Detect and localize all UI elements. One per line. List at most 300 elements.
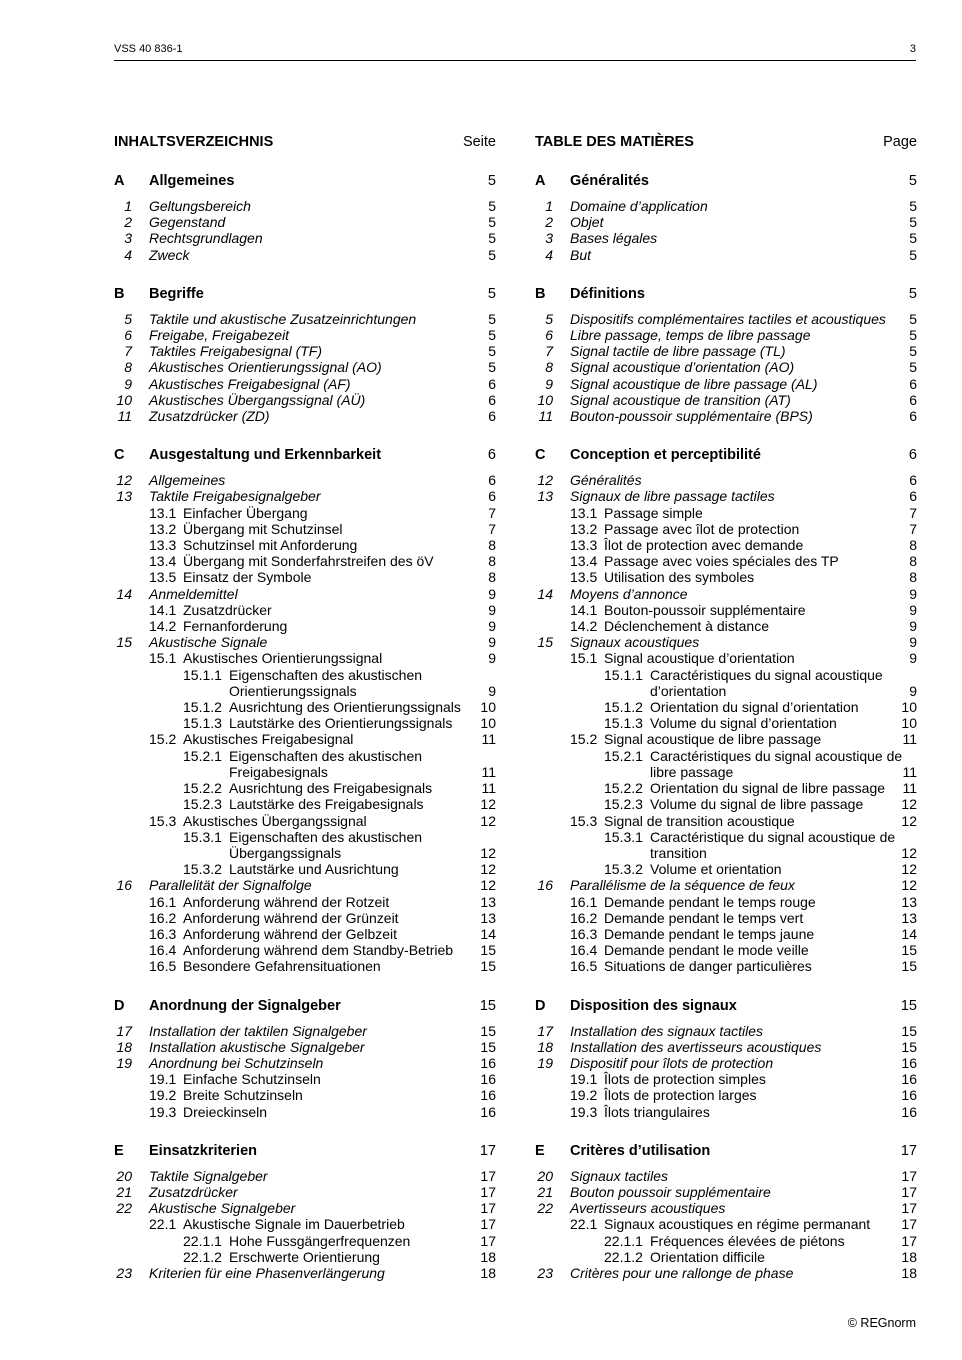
entry-title: Kriterien für eine Phasenverlängerung [149,1264,385,1281]
toc-entry[interactable] [114,958,496,974]
entry-number: 22 [537,1200,553,1217]
toc-entry[interactable] [535,602,917,618]
entry-number: 9 [545,375,553,392]
toc-entry[interactable] [114,488,496,504]
entry-number: 8 [124,359,132,376]
toc-entry[interactable] [535,1184,917,1200]
entry-number: 9 [124,375,132,392]
toc-entry[interactable] [114,1104,496,1120]
entry-page: 18 [901,1264,917,1281]
entry-number: 15.2.3 [604,796,643,813]
toc-entry[interactable] [114,650,496,666]
toc-entry[interactable] [535,861,917,877]
toc-entry[interactable] [535,731,917,747]
entry-title: Übergang mit Schutzinsel [183,520,343,537]
toc-entry[interactable] [114,715,496,731]
section-title: Disposition des signaux [570,997,737,1014]
entry-title: Déclenchement à distance [604,618,769,635]
entry-title: Anforderung während der Grünzeit [183,909,399,926]
entry-page: 12 [480,796,496,813]
toc-entry[interactable] [114,472,496,488]
entry-page: 13 [901,909,917,926]
entry-title: Einsatz der Symbole [183,569,312,586]
entry-number: 16.5 [149,958,177,975]
entry-number: 15.1.1 [183,666,222,683]
entry-title: Fréquences élevées de piétons [650,1232,845,1249]
entry-number: 14 [116,585,132,602]
toc-entry[interactable] [114,392,496,408]
entry-title: Eigenschaften des akustischen Freigabesignals [229,747,423,780]
toc-entry[interactable] [535,505,917,521]
entry-title: Orientation du signal d’orientation [650,699,859,716]
entry-page: 5 [909,246,917,263]
entry-number: 15.3.2 [604,861,643,878]
toc-entry[interactable] [535,214,917,230]
entry-title: Parallélisme de la séquence de feux [570,877,795,894]
entry-title: Passage simple [604,504,703,521]
entry-number: 23 [116,1264,132,1281]
entry-title: Signal acoustique d’orientation (AO) [570,359,795,376]
toc-entry[interactable] [114,1023,496,1039]
entry-page: 6 [909,391,917,408]
entry-title: Installation des signaux tactiles [570,1022,763,1039]
entry-number: 2 [545,214,553,231]
toc-entry[interactable] [535,1039,917,1055]
entry-title: Bouton-poussoir supplémentaire (BPS) [570,408,813,425]
page-column-label: Page [883,134,917,150]
toc-entry[interactable] [114,1168,496,1184]
toc-entry[interactable] [114,813,496,829]
section-heading[interactable] [535,286,917,305]
entry-number: 10 [537,391,553,408]
section-heading[interactable] [114,447,496,466]
entry-page: 10 [901,699,917,716]
entry-title: Taktiles Freigabesignal (TF) [149,343,322,360]
entry-number: 15.3 [149,812,177,829]
section-letter: C [535,447,546,464]
entry-title: Akustisches Übergangssignal [183,812,367,829]
toc-entry[interactable] [114,537,496,553]
entry-page: 18 [480,1248,496,1265]
section-page: 5 [487,285,496,302]
toc-entry[interactable] [535,1087,917,1103]
entry-number: 15.2.2 [183,780,222,797]
toc-entry[interactable] [535,521,917,537]
toc-section [535,1143,917,1281]
section-title: Anordnung der Signalgeber [149,997,341,1014]
toc-entry[interactable] [114,748,496,780]
entry-number: 15.1.3 [604,715,643,732]
section-heading[interactable] [535,173,917,192]
entry-number: 16 [116,877,132,894]
toc-entry[interactable] [535,359,917,375]
entry-title: Zusatzdrücker (ZD) [149,408,270,425]
toc-entry[interactable] [535,894,917,910]
toc-title: TABLE DES MATIÈRES [535,134,694,150]
entry-number: 13 [537,488,553,505]
section-heading[interactable] [535,447,917,466]
entry-page: 6 [488,488,496,505]
toc-section [535,173,917,263]
toc-entry[interactable] [535,327,917,343]
toc-entry[interactable] [535,1265,917,1281]
entry-page: 5 [488,327,496,344]
entry-page: 8 [488,537,496,554]
page-column-label: Seite [462,134,496,150]
entry-number: 13.3 [149,537,177,554]
entry-page: 12 [480,877,496,894]
section-heading[interactable] [535,998,917,1017]
entry-title: Demande pendant le temps jaune [604,925,815,942]
entry-page: 17 [480,1200,496,1217]
toc-entry[interactable] [114,731,496,747]
entry-title: Signaux de libre passage tactiles [570,488,775,505]
entry-number: 5 [545,310,553,327]
section-title: Définitions [570,285,645,302]
entry-number: 13.4 [149,553,177,570]
entry-page: 8 [909,569,917,586]
toc-entry[interactable] [535,748,917,780]
toc-entry[interactable] [114,894,496,910]
toc-entry[interactable] [114,1233,496,1249]
entry-number: 1 [545,198,553,214]
toc-entry[interactable] [114,667,496,699]
toc-entry[interactable] [114,877,496,893]
toc-entry[interactable] [114,699,496,715]
entry-page: 9 [488,585,496,602]
entry-page: 15 [901,942,917,959]
entry-title: Taktile Freigabesignalgeber [149,488,321,505]
entry-page: 11 [902,780,917,797]
entry-page: 17 [480,1183,496,1200]
toc-entry[interactable] [114,343,496,359]
entry-number: 10 [116,391,132,408]
entry-title: Îlots de protection simples [604,1071,766,1088]
toc-entry[interactable] [535,715,917,731]
toc-entry[interactable] [114,521,496,537]
entry-number: 8 [545,359,553,376]
toc-entry[interactable] [535,1023,917,1039]
toc-entry[interactable] [535,1200,917,1216]
toc-entry[interactable] [535,634,917,650]
toc-entry[interactable] [535,408,917,424]
toc-entry[interactable] [114,618,496,634]
toc-entry[interactable] [535,1249,917,1265]
toc-entry[interactable] [535,586,917,602]
entry-number: 1 [124,198,132,214]
toc-entry[interactable] [114,359,496,375]
entry-number: 15.1.2 [604,699,643,716]
entry-page: 9 [488,650,496,667]
section-letter: B [114,285,125,302]
entry-title: Signaux acoustiques en régime permanant [604,1216,871,1233]
entry-page: 5 [909,214,917,231]
entry-page: 9 [909,650,917,667]
toc-entry[interactable] [535,553,917,569]
entry-title: Volume du signal d’orientation [650,715,837,732]
entry-number: 19.1 [570,1071,598,1088]
entry-number: 13.5 [570,569,598,586]
entry-page: 9 [488,618,496,635]
toc-entry[interactable] [535,813,917,829]
toc-entry[interactable] [114,829,496,861]
entry-number: 15.2 [570,731,598,748]
entry-title: Taktile Signalgeber [149,1167,268,1184]
entry-number: 5 [124,310,132,327]
toc-entry[interactable] [535,198,917,214]
entry-number: 18 [116,1038,132,1055]
toc-entry[interactable] [535,1104,917,1120]
toc-entry[interactable] [535,926,917,942]
toc-entry[interactable] [535,392,917,408]
toc-entry[interactable] [114,311,496,327]
entry-page: 16 [480,1071,496,1088]
toc-title-row [535,134,917,154]
section-letter: A [114,173,125,189]
toc-entry[interactable] [114,327,496,343]
entry-title: Lautstärke des Orientierungssignals [229,715,453,732]
toc-entry[interactable] [535,796,917,812]
toc-entry[interactable] [114,780,496,796]
entry-number: 19.2 [149,1087,177,1104]
entry-page: 11 [481,780,496,797]
entry-number: 15.3.1 [604,828,643,845]
toc-entry[interactable] [535,618,917,634]
toc-entry[interactable] [114,1216,496,1232]
entry-number: 19.3 [570,1103,598,1120]
entry-page: 6 [488,408,496,425]
entry-number: 13.3 [570,537,598,554]
entry-title: Objet [570,214,604,231]
section-page: 15 [900,997,917,1014]
entry-title: Signaux tactiles [570,1167,669,1184]
entry-number: 14.2 [149,618,177,635]
entry-title: Geltungsbereich [149,198,251,214]
toc-entry[interactable] [535,472,917,488]
toc-entry[interactable] [535,343,917,359]
entry-title: Dispositifs complémentaires tactiles et acoustiques [570,310,886,327]
entry-number: 15.1 [570,650,598,667]
toc-entry[interactable] [114,926,496,942]
section-letter: E [535,1142,545,1159]
entry-page: 17 [901,1216,917,1233]
entry-number: 22 [116,1200,132,1217]
toc-section [535,447,917,974]
entry-title: Moyens d’annonce [570,585,688,602]
document-id: VSS 40 836-1 [114,43,183,55]
entry-title: Zweck [149,246,190,263]
section-heading[interactable] [114,286,496,305]
toc-title: INHALTSVERZEICHNIS [114,134,274,150]
toc-entry[interactable] [535,650,917,666]
toc-column-french [535,134,917,1304]
toc-entry[interactable] [535,230,917,246]
entry-title: Domaine d’application [570,198,708,214]
toc-entry[interactable] [114,910,496,926]
section-title: Begriffe [149,285,204,302]
entry-title: Demande pendant le mode veille [604,942,809,959]
toc-entry[interactable] [535,667,917,699]
toc-entry[interactable] [114,1039,496,1055]
entry-title: Critères pour une rallonge de phase [570,1264,794,1281]
entry-title: Anordnung bei Schutzinseln [149,1054,324,1071]
toc-section [114,447,496,974]
entry-number: 15.2.1 [183,747,222,764]
section-title: Einsatzkriterien [149,1142,257,1159]
entry-title: Anforderung während dem Standby-Betrieb [183,942,454,959]
toc-entry[interactable] [114,1087,496,1103]
entry-page: 9 [488,682,496,699]
toc-entry[interactable] [535,910,917,926]
entry-number: 16.3 [570,925,598,942]
entry-title: Demande pendant le temps rouge [604,893,816,910]
section-page: 5 [908,173,917,189]
entry-page: 8 [488,553,496,570]
toc-entry[interactable] [114,247,496,263]
entry-number: 7 [545,343,553,360]
entry-number: 16.4 [570,942,598,959]
entry-title: Avertisseurs acoustiques [570,1200,726,1217]
toc-entry[interactable] [535,877,917,893]
page-header [114,40,916,61]
entry-number: 16.4 [149,942,177,959]
entry-page: 7 [488,520,496,537]
toc-entry[interactable] [114,634,496,650]
section-page: 17 [479,1142,496,1159]
entry-page: 16 [901,1071,917,1088]
toc-entry[interactable] [535,569,917,585]
toc-entry[interactable] [114,861,496,877]
toc-entry[interactable] [535,488,917,504]
entry-title: Fernanforderung [183,618,288,635]
toc-entry[interactable] [535,537,917,553]
toc-entry[interactable] [535,1168,917,1184]
entry-page: 10 [480,715,496,732]
entry-title: Situations de danger particulières [604,958,812,975]
entry-page: 12 [901,861,917,878]
entry-page: 17 [901,1200,917,1217]
entry-number: 11 [538,408,553,425]
toc-entry[interactable] [114,505,496,521]
entry-number: 16.2 [570,909,598,926]
toc-entry[interactable] [114,1071,496,1087]
toc-entry[interactable] [114,796,496,812]
section-letter: C [114,447,125,464]
toc-entry[interactable] [535,1071,917,1087]
toc-entry[interactable] [535,1055,917,1071]
toc-section [535,998,917,1120]
entry-title: Freigabe, Freigabezeit [149,327,290,344]
section-letter: E [114,1142,124,1159]
section-heading[interactable] [114,998,496,1017]
entry-title: Anmeldemittel [149,585,238,602]
entry-page: 17 [480,1232,496,1249]
entry-number: 13.1 [570,504,598,521]
section-heading[interactable] [535,1143,917,1162]
toc-entry[interactable] [114,376,496,392]
section-letter: B [535,285,546,302]
entry-page: 5 [909,327,917,344]
entry-title: Akustische Signalgeber [149,1200,296,1217]
entry-title: Signal acoustique de transition (AT) [570,391,791,408]
toc-entry[interactable] [535,247,917,263]
toc-entry[interactable] [114,602,496,618]
entry-number: 3 [124,230,132,247]
toc-entry[interactable] [114,198,496,214]
entry-number: 19.1 [149,1071,177,1088]
entry-page: 7 [488,504,496,521]
entry-title: Bases légales [570,230,658,247]
entry-number: 11 [117,408,132,425]
entry-page: 18 [901,1248,917,1265]
entry-number: 13.1 [149,504,177,521]
entry-title: Allgemeines [149,472,226,489]
toc-entry[interactable] [114,942,496,958]
toc-entry[interactable] [535,699,917,715]
entry-page: 16 [480,1054,496,1071]
toc-entry[interactable] [114,1055,496,1071]
entry-number: 19.3 [149,1103,177,1120]
entry-page: 15 [901,958,917,975]
entry-number: 13.5 [149,569,177,586]
toc-entry[interactable] [114,1184,496,1200]
toc-entry[interactable] [114,1265,496,1281]
entry-title: Caractéristique du signal acoustique de transition [650,828,896,861]
entry-title: Eigenschaften des akustischen Orientierungssignals [229,666,423,699]
section-letter: D [535,997,546,1014]
entry-page: 15 [901,1038,917,1055]
section-heading[interactable] [114,173,496,192]
entry-page: 5 [488,343,496,360]
entry-page: 6 [488,391,496,408]
toc-entry[interactable] [535,942,917,958]
toc-entry[interactable] [535,958,917,974]
entry-number: 13.2 [149,520,177,537]
toc-entry[interactable] [114,586,496,602]
toc-entry[interactable] [535,1233,917,1249]
section-title: Conception et perceptibilité [570,447,761,464]
toc-entry[interactable] [535,780,917,796]
entry-number: 18 [537,1038,553,1055]
toc-entry[interactable] [114,1249,496,1265]
entry-page: 17 [901,1183,917,1200]
entry-number: 14.2 [570,618,598,635]
toc-entry[interactable] [114,214,496,230]
entry-page: 5 [909,230,917,247]
entry-number: 21 [537,1183,553,1200]
entry-title: Akustische Signale im Dauerbetrieb [183,1216,405,1233]
toc-entry[interactable] [114,230,496,246]
section-heading[interactable] [114,1143,496,1162]
entry-title: Akustisches Freigabesignal (AF) [149,375,351,392]
entry-page: 5 [909,359,917,376]
toc-entry[interactable] [114,408,496,424]
toc-entry[interactable] [535,1216,917,1232]
toc-entry[interactable] [535,311,917,327]
entry-title: Îlot de protection avec demande [604,537,804,554]
toc-entry[interactable] [114,569,496,585]
entry-title: Akustisches Orientierungssignal (AO) [149,359,382,376]
entry-page: 11 [902,763,917,780]
toc-entry[interactable] [114,553,496,569]
entry-number: 15.1 [149,650,177,667]
entry-number: 15.1.2 [183,699,222,716]
toc-entry[interactable] [535,376,917,392]
toc-entry[interactable] [114,1200,496,1216]
entry-title: Orientation difficile [650,1248,765,1265]
section-title: Ausgestaltung und Erkennbarkeit [149,447,382,464]
toc-entry[interactable] [535,829,917,861]
